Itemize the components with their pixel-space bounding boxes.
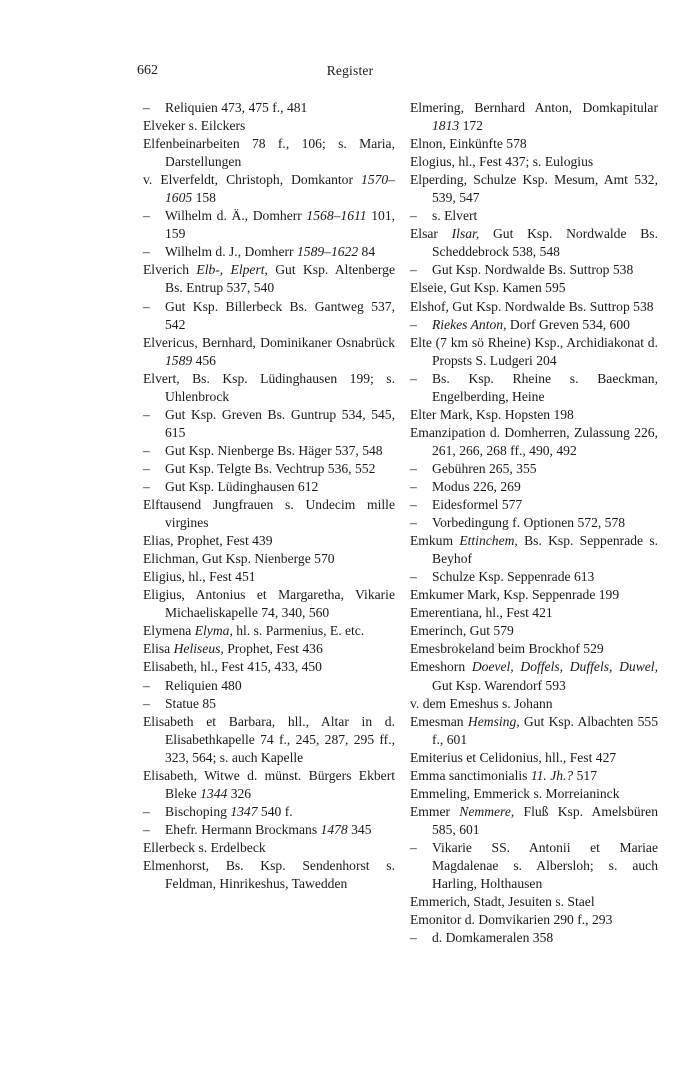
entry-text: Elvert, Bs. Ksp. Lüdinghausen 199; s. Uhlenbrock [143, 370, 395, 404]
entry-text: Elshof, Gut Ksp. Nordwalde Bs. Suttrop 538 [410, 298, 654, 314]
register-entry [143, 767, 395, 803]
entry-italic-text: Nemmere, [459, 803, 515, 819]
register-subentry [410, 514, 658, 532]
entry-text: Elseie, Gut Ksp. Kamen 595 [410, 280, 566, 296]
entry-text: Emiterius et Celidonius, hll., Fest 427 [410, 749, 617, 765]
entry-text: Elogius, hl., Fest 437; s. Eulogius [410, 154, 594, 170]
entry-text: Gut Ksp. Greven Bs. Guntrup 534, 545, 615 [165, 406, 395, 440]
entry-text: Emanzipation d. Domherren, Zulassung 226, 261, 266, 268 ff., 490, 492 [410, 424, 658, 458]
subentry-dash: – [410, 316, 417, 332]
register-subentry [410, 316, 658, 334]
entry-text: Emonitor d. Domvikarien 290 f., 293 [410, 912, 613, 928]
register-entry [410, 586, 658, 604]
entry-text: Emmerich, Stadt, Jesuiten s. Stael [410, 894, 595, 910]
register-subentry [410, 370, 658, 406]
register-subentry [143, 677, 395, 695]
entry-text: Elverich [143, 262, 197, 278]
entry-italic-text: Ilsar, [451, 226, 480, 242]
entry-text: Ehefr. Hermann Brockmans [165, 821, 321, 837]
register-entry [410, 785, 658, 803]
entry-text: Elichman, Gut Ksp. Nienberge 570 [143, 551, 335, 567]
entry-italic-text: 1813 [432, 118, 460, 134]
entry-italic-text: 1589–1622 [296, 244, 359, 260]
page-number: 662 [137, 63, 158, 78]
subentry-dash: – [143, 406, 150, 422]
register-entry [410, 406, 658, 424]
subentry-dash: – [143, 478, 150, 494]
subentry-dash: – [143, 298, 150, 314]
entry-text: Elsar [410, 226, 452, 242]
register-subentry [143, 478, 395, 496]
entry-italic-text: 1478 [320, 821, 348, 837]
entry-text: Gebühren 265, 355 [432, 460, 537, 476]
register-entry [410, 225, 658, 261]
entry-text: Eidesformel 577 [432, 497, 523, 513]
register-subentry [410, 929, 658, 947]
register-entry [410, 532, 658, 568]
register-column-left [143, 99, 395, 893]
entry-text: Gut Ksp. Lüdinghausen 612 [165, 478, 319, 494]
entry-text: Dorf Greven 534, 600 [506, 316, 630, 332]
entry-text: 158 [192, 190, 216, 206]
subentry-dash: – [143, 695, 150, 711]
entry-text: Elmering, Bernhard Anton, Domkapitular [410, 100, 658, 115]
subentry-dash: – [410, 370, 417, 386]
entry-text: Elisabeth et Barbara, hll., Altar in d. Elisabethkapelle 74 f., 245, 287, 295 ff., 323, 564; s. auch Kapelle [143, 713, 395, 765]
subentry-dash: – [143, 100, 150, 115]
subentry-dash: – [410, 262, 417, 278]
register-entry [410, 713, 658, 749]
subentry-dash: – [410, 478, 417, 494]
entry-text: Gut Ksp. Albachten 555 f., 601 [432, 713, 658, 747]
register-subentry [410, 839, 658, 893]
register-entry [410, 695, 658, 713]
entry-text: Emeshorn [410, 659, 472, 675]
register-entry [410, 640, 658, 658]
register-entry [143, 640, 395, 658]
entry-text: 172 [459, 118, 483, 134]
entry-italic-text: 1589 [165, 352, 193, 368]
entry-italic-text: Elb-, Elpert, [196, 262, 268, 278]
register-entry [410, 135, 658, 153]
entry-text: Reliquien 480 [165, 677, 242, 693]
entry-text: Emmeling, Emmerick s. Morreianinck [410, 785, 620, 801]
entry-text: Fluß Ksp. Amelsbüren 585, 601 [432, 803, 658, 837]
entry-text: 456 [192, 352, 216, 368]
entry-text: Modus 226, 269 [432, 478, 521, 494]
register-entry [143, 261, 395, 297]
entry-text: Elvericus, Bernhard, Dominikaner Osnabrück [143, 334, 395, 350]
register-subentry [143, 821, 395, 839]
entry-text: Emesman [410, 713, 468, 729]
register-entry [143, 135, 395, 171]
register-entry [143, 532, 395, 550]
register-entry [410, 171, 658, 207]
entry-text: 101, 159 [165, 208, 396, 242]
entry-text: 326 [227, 785, 252, 801]
entry-text: Vikarie SS. Antonii et Mariae Magdalenae s. Albersloh; s. auch Harling, Holthausen [432, 839, 658, 892]
entry-text: Emkum [410, 533, 460, 549]
register-subentry [143, 298, 395, 334]
register-subentry [143, 803, 395, 821]
register-entry [143, 334, 395, 370]
subentry-dash: – [410, 460, 417, 476]
entry-text: Elte (7 km sö Rheine) Ksp., Archidiakonat d. Propsts S. Ludgeri 204 [410, 334, 658, 368]
entry-italic-text: 1568–1611 [306, 208, 367, 224]
entry-italic-text: Heliseus, [173, 641, 224, 657]
entry-italic-text: Elyma, [194, 623, 233, 639]
register-entry [410, 604, 658, 622]
entry-text: Ellerbeck s. Erdelbeck [143, 839, 266, 855]
register-entry [143, 171, 395, 207]
entry-text: Bs. Ksp. Rheine s. Baeckman, Engelberding, Heine [432, 370, 658, 404]
register-entry [410, 153, 658, 171]
register-subentry [410, 261, 658, 279]
entry-text: Bs. Ksp. Seppenrade s. Beyhof [432, 533, 659, 567]
subentry-dash: – [143, 677, 150, 693]
register-entry [410, 893, 658, 911]
entry-text: 84 [358, 244, 376, 260]
register-entry [410, 749, 658, 767]
subentry-dash: – [143, 821, 150, 837]
subentry-dash: – [143, 208, 150, 224]
running-head: Register [326, 63, 374, 78]
entry-text: Elmenhorst, Bs. Ksp. Sendenhorst s. Feldman, Hinrikeshus, Tawedden [143, 857, 395, 892]
register-entry [410, 279, 658, 297]
register-entry [410, 424, 658, 460]
register-entry [143, 568, 395, 586]
entry-italic-text: Doevel, Doffels, Duffels, Duwel, [471, 659, 658, 675]
subentry-dash: – [410, 208, 417, 224]
entry-text: Reliquien 473, 475 f., 481 [165, 100, 308, 115]
register-entry [410, 622, 658, 640]
entry-text: Emkumer Mark, Ksp. Seppenrade 199 [410, 587, 620, 603]
register-entry [410, 334, 658, 370]
register-entry [410, 767, 658, 785]
register-entry [143, 370, 395, 406]
entry-text: Schulze Ksp. Seppenrade 613 [432, 569, 595, 585]
subentry-dash: – [143, 460, 150, 476]
entry-text: Gut Ksp. Billerbeck Bs. Gantweg 537, 542 [165, 298, 395, 332]
register-subentry [143, 207, 395, 243]
subentry-dash: – [410, 497, 417, 513]
entry-text: s. Elvert [432, 208, 478, 224]
register-entry [143, 713, 395, 767]
entry-text: Elymena [143, 623, 195, 639]
entry-text: Emesbrokeland beim Brockhof 529 [410, 641, 604, 657]
subentry-dash: – [143, 442, 150, 458]
entry-italic-text: Riekes Anton, [432, 316, 507, 332]
entry-text: Gut Ksp. Nienberge Bs. Häger 537, 548 [165, 442, 383, 458]
entry-text: Eligius, hl., Fest 451 [143, 569, 256, 585]
entry-text: Elnon, Einkünfte 578 [410, 136, 527, 152]
entry-text: 540 f. [257, 803, 293, 819]
register-subentry [410, 496, 658, 514]
entry-text: Elter Mark, Ksp. Hopsten 198 [410, 406, 574, 422]
register-entry [143, 550, 395, 568]
register-subentry [410, 207, 658, 225]
entry-text: Prophet, Fest 436 [223, 641, 323, 657]
entry-text: Emma sanctimonialis [410, 767, 531, 783]
entry-text: Gut Ksp. Nordwalde Bs. Suttrop 538 [432, 262, 634, 278]
register-subentry [410, 568, 658, 586]
entry-text: 517 [573, 767, 598, 783]
entry-italic-text: 1347 [230, 803, 258, 819]
register-entry [410, 911, 658, 929]
entry-text: d. Domkameralen 358 [432, 930, 554, 946]
register-entry [410, 298, 658, 316]
entry-text: v. Elverfeldt, Christoph, Domkantor [143, 172, 362, 188]
subentry-dash: – [410, 569, 417, 585]
register-entry [143, 586, 395, 622]
entry-text: Elveker s. Eilckers [143, 118, 246, 134]
register-entry [410, 658, 658, 694]
entry-text: Elias, Prophet, Fest 439 [143, 533, 273, 549]
subentry-dash: – [410, 930, 417, 946]
entry-text: Elfenbeinarbeiten 78 f., 106; s. Maria, Darstellungen [143, 136, 395, 170]
entry-text: Elisa [143, 641, 174, 657]
entry-text: Eligius, Antonius et Margaretha, Vikarie Michaeliskapelle 74, 340, 560 [143, 587, 395, 621]
register-subentry [143, 406, 395, 442]
entry-text: Gut Ksp. Telgte Bs. Vechtrup 536, 552 [165, 460, 376, 476]
entry-text: Gut Ksp. Altenberge Bs. Entrup 537, 540 [165, 262, 395, 296]
entry-text: Emerinch, Gut 579 [410, 623, 514, 639]
entry-text: Wilhelm d. Ä., Domherr [165, 208, 307, 224]
register-entry [143, 857, 395, 893]
entry-text: Gut Ksp. Nordwalde Bs. Scheddebrock 538, 548 [432, 226, 658, 260]
register-subentry [143, 99, 395, 117]
register-subentry [143, 460, 395, 478]
entry-text: hl. s. Parmenius, E. etc. [232, 623, 365, 639]
entry-text: Vorbedingung f. Optionen 572, 578 [432, 515, 626, 531]
register-subentry [143, 442, 395, 460]
entry-italic-text: 1570–1605 [165, 172, 395, 206]
entry-italic-text: Hemsing, [467, 713, 520, 729]
subentry-dash: – [143, 244, 150, 260]
register-entry [143, 839, 395, 857]
entry-text: v. dem Emeshus s. Johann [410, 695, 553, 711]
register-subentry [410, 478, 658, 496]
entry-text: Elisabeth, hl., Fest 415, 433, 450 [143, 659, 322, 675]
register-subentry [143, 695, 395, 713]
subentry-dash: – [410, 515, 417, 531]
entry-text: Elisabeth, Witwe d. münst. Bürgers Ekbert Bleke [143, 767, 395, 801]
register-entry [410, 803, 658, 839]
subentry-dash: – [143, 803, 150, 819]
entry-text: Emmer [410, 803, 460, 819]
register-entry [143, 496, 395, 532]
entry-text: Elperding, Schulze Ksp. Mesum, Amt 532, 539, 547 [410, 172, 658, 206]
subentry-dash: – [410, 839, 417, 855]
entry-italic-text: Ettinchem, [459, 533, 518, 549]
register-entry [143, 117, 395, 135]
entry-text: Emerentiana, hl., Fest 421 [410, 605, 553, 621]
entry-text: Bischoping [165, 803, 231, 819]
entry-italic-text: 1344 [200, 785, 228, 801]
register-subentry [143, 243, 395, 261]
entry-text: Statue 85 [165, 695, 216, 711]
register-entry [143, 658, 395, 676]
register-column-right [410, 99, 658, 947]
register-entry [143, 622, 395, 640]
entry-text: Elftausend Jungfrauen s. Undecim mille virgines [143, 497, 395, 531]
entry-italic-text: 11. Jh.? [530, 767, 574, 783]
register-subentry [410, 460, 658, 478]
register-entry [410, 99, 658, 135]
entry-text: 345 [347, 821, 372, 837]
entry-text: Wilhelm d. J., Domherr [165, 244, 297, 260]
entry-text: Gut Ksp. Warendorf 593 [432, 677, 566, 693]
